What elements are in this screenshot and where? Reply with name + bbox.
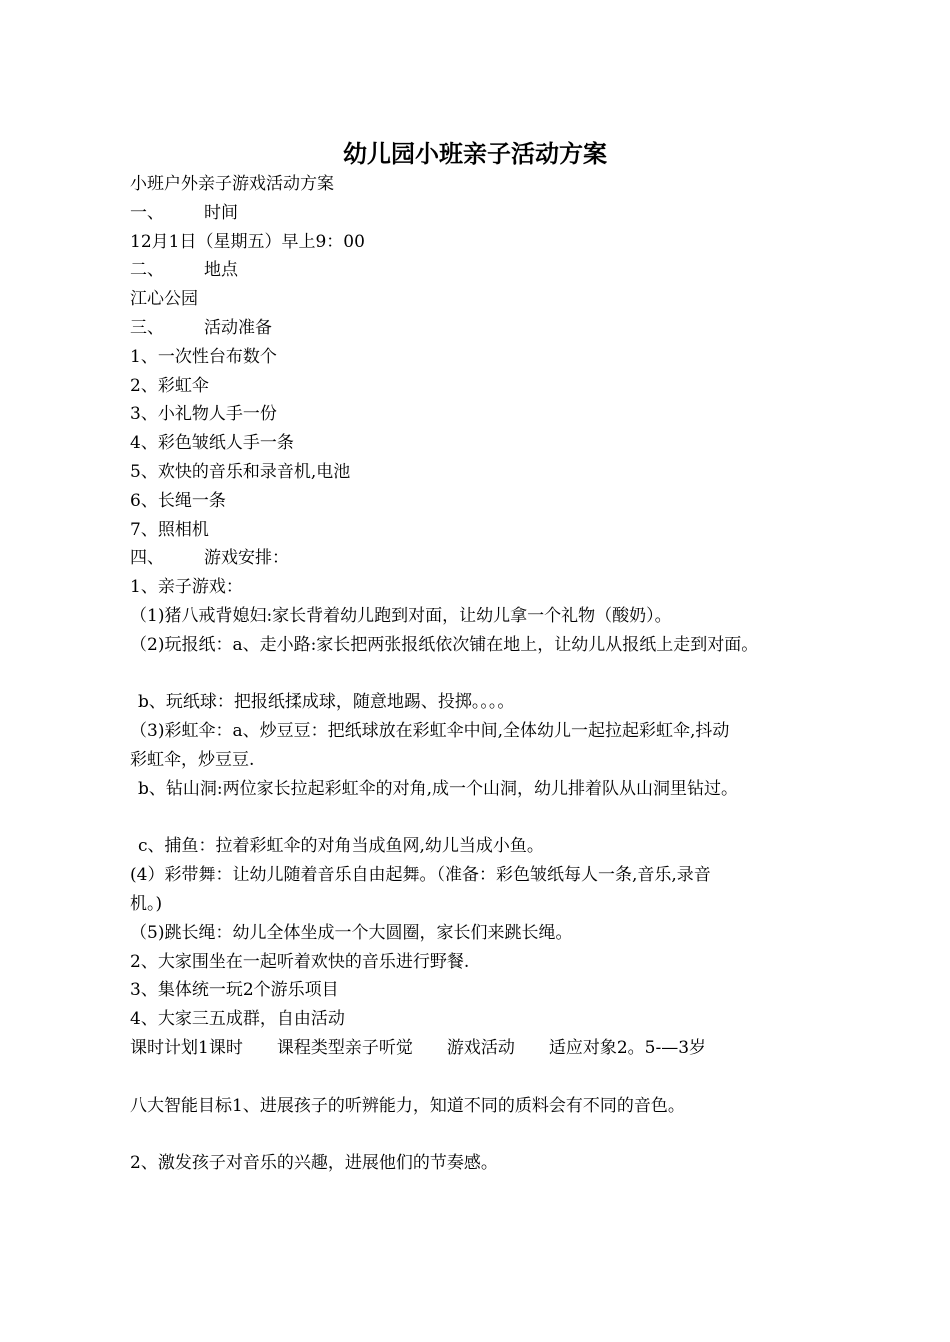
blank-line <box>130 1120 830 1149</box>
paragraph-line: b、玩纸球：把报纸揉成球，随意地踢、投掷。。。。 <box>138 692 515 713</box>
list-item: 4、大家三五成群，自由活动 <box>130 1009 345 1030</box>
paragraph-line: 江心公园 <box>130 289 198 310</box>
paragraph-line: (4）彩带舞：让幼儿随着音乐自由起舞。（准备：彩色皱纸每人一条,音乐,录音 <box>130 865 711 886</box>
list-item: 5、欢快的音乐和录音机,电池 <box>130 461 351 482</box>
section-heading-location <box>130 256 830 285</box>
paragraph-line: b、钻山洞:两位家长拉起彩虹伞的对角,成一个山洞，幼儿排着队从山洞里钻过。 <box>138 778 739 799</box>
subtitle-line: 小班户外亲子游戏活动方案 <box>130 174 334 194</box>
section-number: 三、 <box>130 317 164 338</box>
paragraph-line: （1)猪八戒背媳妇:家长背着幼儿跑到对面，让幼儿拿一个礼物（酸奶）。 <box>130 605 672 626</box>
list-item: 4、彩色皱纸人手一条 <box>130 433 294 454</box>
list-item: 3、小礼物人手一份 <box>130 404 277 425</box>
blank-line <box>130 660 830 689</box>
paragraph-line: 12月1日（星期五）早上9：00 <box>130 231 365 252</box>
section-heading-games <box>130 544 830 573</box>
section-label: 活动准备 <box>204 317 272 338</box>
list-item: 7、照相机 <box>130 519 209 540</box>
target-age: 适应对象2。5-—3岁 <box>548 1037 707 1058</box>
section-number: 四、 <box>130 548 164 569</box>
section-heading-time <box>130 199 830 228</box>
section-number: 一、 <box>130 202 164 223</box>
paragraph-line: 彩虹伞，炒豆豆. <box>130 749 255 770</box>
list-item: 3、集体统一玩2个游乐项目 <box>130 980 339 1001</box>
paragraph-line: c、捕鱼：拉着彩虹伞的对角当成鱼网,幼儿当成小鱼。 <box>138 836 544 857</box>
paragraph-line: （2)玩报纸：a、走小路:家长把两张报纸依次铺在地上，让幼儿从报纸上走到对面。 <box>130 634 759 655</box>
list-item: 1、亲子游戏： <box>130 577 243 598</box>
list-item: 2、彩虹伞 <box>130 375 209 396</box>
paragraph-line: （5)跳长绳：幼儿全体坐成一个大圆圈，家长们来跳长绳。 <box>130 922 573 943</box>
section-label: 时间 <box>204 202 238 223</box>
course-info-line <box>130 1034 830 1063</box>
list-item: 2、大家围坐在一起听着欢快的音乐进行野餐. <box>130 951 470 972</box>
lesson-plan: 课时计划1课时 <box>130 1037 243 1058</box>
section-label: 游戏安排： <box>204 548 289 569</box>
paragraph-line: 机。) <box>130 893 163 914</box>
course-type: 课程类型亲子听觉 <box>276 1037 413 1058</box>
paragraph-line: （3)彩虹伞：a、炒豆豆：把纸球放在彩虹伞中间,全体幼儿一起拉起彩虹伞,抖动 <box>130 721 730 742</box>
activity-type: 游戏活动 <box>446 1037 515 1058</box>
document-body <box>130 170 830 1178</box>
blank-line <box>130 804 830 833</box>
section-label: 地点 <box>204 260 238 281</box>
paragraph-line: 八大智能目标1、进展孩子的听辨能力，知道不同的质料会有不同的音色。 <box>130 1095 685 1116</box>
list-item: 6、长绳一条 <box>130 490 226 511</box>
blank-line <box>130 1063 830 1092</box>
section-number: 二、 <box>130 260 164 281</box>
section-heading-preparation <box>130 314 830 343</box>
paragraph-line: 2、激发孩子对音乐的兴趣，进展他们的节奏感。 <box>130 1153 498 1174</box>
list-item: 1、一次性台布数个 <box>130 346 277 367</box>
document-title: 幼儿园小班亲子活动方案 <box>343 139 607 168</box>
